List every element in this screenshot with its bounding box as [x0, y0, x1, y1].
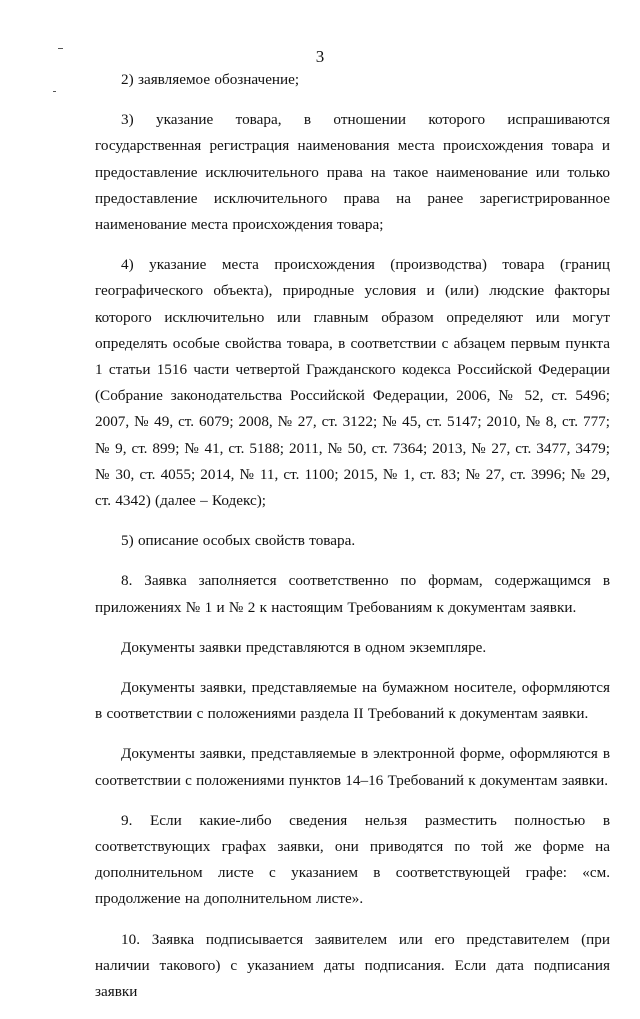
list-item-3: 3) указание товара, в отношении которого испрашиваются государственная регистрация наименования места происхождения товара и предоставление исключительного права на такое наименование или только предоставление исключительного права на ранее зарегистрированное наименование места происхождения товара;: [95, 111, 610, 234]
list-item-5: 5) описание особых свойств товара.: [121, 532, 356, 550]
clause-8-electronic: Документы заявки, представляемые в электронной форме, оформляются в соответствии с положениями пунктов 14–16 Требований к документам заявки.: [95, 745, 610, 789]
clause-9: 9. Если какие-либо сведения нельзя разместить полностью в соответствующих графах заявки, они приводятся по той же форме на дополнительном листе с указанием в соответствующей графе: «см. продолжение на дополнительном листе».: [95, 811, 610, 908]
clause-10: 10. Заявка подписывается заявителем или его представителем (при наличии такового) с указанием даты подписания. Если дата подписания заявки: [95, 930, 610, 1001]
page-number: 3: [315, 47, 325, 66]
clause-8: 8. Заявка заполняется соответственно по формам, содержащимся в приложениях № 1 и № 2 к настоящим Требованиям к документам заявки.: [95, 572, 610, 616]
document-body: [95, 67, 610, 1019]
list-item-4: 4) указание места происхождения (производства) товара (границ географического объекта), природные условия и (или) людские факторы которого исключительно или главным образом определяют или могут определять особые свойства товара, в соответствии с абзацем первым пункта 1 статьи 1516 части четвертой Гражданского кодекса Российской Федерации (Собрание законодательства Российской Федерации, 2006, № 52, ст. 5496; 2007, № 49, ст. 6079; 2008, № 27, ст. 3122; № 45, ст. 5147; 2010, № 8, ст. 777; № 9, ст. 899; № 41, ст. 5188; 2011, № 50, ст. 7364; 2013, № 27, ст. 3477, 3479; № 30, ст. 4055; 2014, № 11, ст. 1100; 2015, № 1, ст. 83; № 27, ст. 3996; № 29, ст. 4342) (далее – Кодекс);: [95, 256, 610, 510]
clause-8-copies: Документы заявки представляются в одном экземпляре.: [121, 638, 487, 656]
list-item-2: 2) заявляемое обозначение;: [121, 71, 300, 88]
scan-mark: [53, 91, 56, 92]
clause-8-paper: Документы заявки, представляемые на бумажном носителе, оформляются в соответствии с положениями раздела II Требований к документам заявки.: [95, 679, 610, 723]
